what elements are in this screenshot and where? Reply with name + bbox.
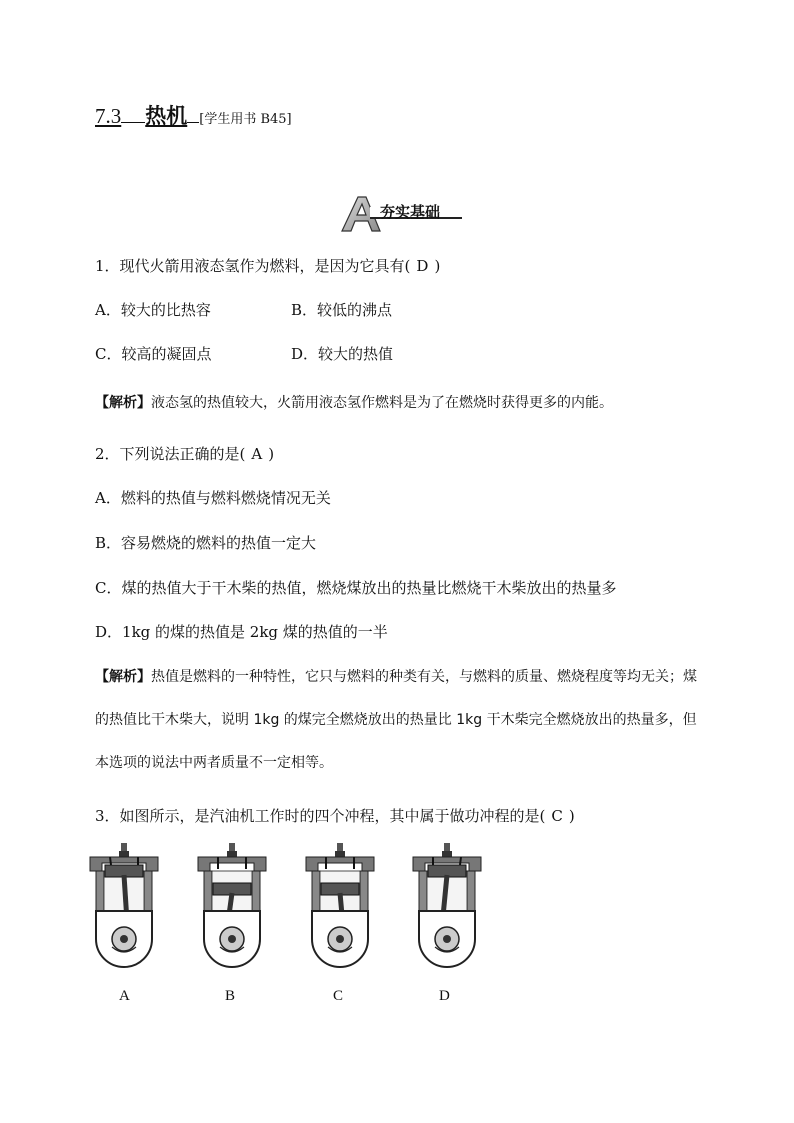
section-title: 热机 [145, 104, 188, 128]
analysis-label: 【解析】 [95, 669, 151, 685]
question-text: 1．现代火箭用液态氢作为燃料，是因为它具有( [95, 257, 411, 275]
question-2-stem [95, 443, 274, 464]
question-2-option-c: C．煤的热值大于干木柴的热值，燃烧煤放出的热量比燃烧干木柴放出的热量多 [95, 579, 617, 597]
section-number: 7.3 [95, 104, 122, 128]
figure-label-b: B [225, 988, 236, 1004]
engine-diagram-a [82, 843, 166, 969]
question-close-paren: ) [568, 807, 575, 825]
engine-diagram-c [298, 843, 382, 969]
figure-label-d: D [439, 988, 450, 1004]
title-underline-gap [187, 106, 199, 123]
analysis-label: 【解析】 [95, 395, 151, 411]
question-text: 2．下列说法正确的是( [95, 445, 246, 463]
question-3-stem [95, 805, 575, 826]
question-1-option-a: A．较大的比热容 [95, 301, 211, 319]
engine-diagram-b [190, 843, 274, 969]
question-1-option-d: D．较大的热值 [291, 345, 394, 363]
title-underline-gap [121, 106, 145, 123]
question-1-analysis [95, 382, 707, 425]
question-answer: D [416, 257, 429, 275]
question-answer: A [251, 445, 263, 463]
question-close-paren: ) [434, 257, 441, 275]
question-2-option-d: D．1kg 的煤的热值是 2kg 煤的热值的一半 [95, 623, 388, 641]
banner-text: 夯实基础 [380, 203, 441, 221]
question-answer: C [551, 807, 563, 825]
question-text: 3．如图所示，是汽油机工作时的四个冲程，其中属于做功冲程的是( [95, 807, 546, 825]
section-banner [340, 193, 465, 233]
analysis-text: 液态氢的热值较大，火箭用液态氢作燃料是为了在燃烧时获得更多的内能。 [151, 395, 613, 411]
book-reference: [学生用书 B45] [199, 112, 292, 127]
figure-label-c: C [333, 988, 344, 1004]
question-1-option-c: C．较高的凝固点 [95, 345, 212, 363]
figure-label-a: A [119, 988, 130, 1004]
question-1-option-b: B．较低的沸点 [291, 301, 393, 319]
question-1-stem [95, 255, 440, 276]
question-close-paren: ) [268, 445, 275, 463]
banner-graphic [340, 193, 465, 233]
section-heading [95, 100, 292, 130]
analysis-text: 热值是燃料的一种特性，它只与燃料的种类有关，与燃料的质量、燃烧程度等均无关；煤的热值比干木柴大，说明 1kg 的煤完全燃烧放出的热量比 1kg 干木柴完全燃烧放出的热量多，但本选项的说法中两者质量不一定相等。 [95, 669, 697, 771]
engine-diagram-d [405, 843, 489, 969]
question-2-option-b: B．容易燃烧的燃料的热值一定大 [95, 534, 317, 552]
question-2-option-a: A．燃料的热值与燃料燃烧情况无关 [95, 489, 331, 507]
question-2-analysis [95, 656, 707, 785]
